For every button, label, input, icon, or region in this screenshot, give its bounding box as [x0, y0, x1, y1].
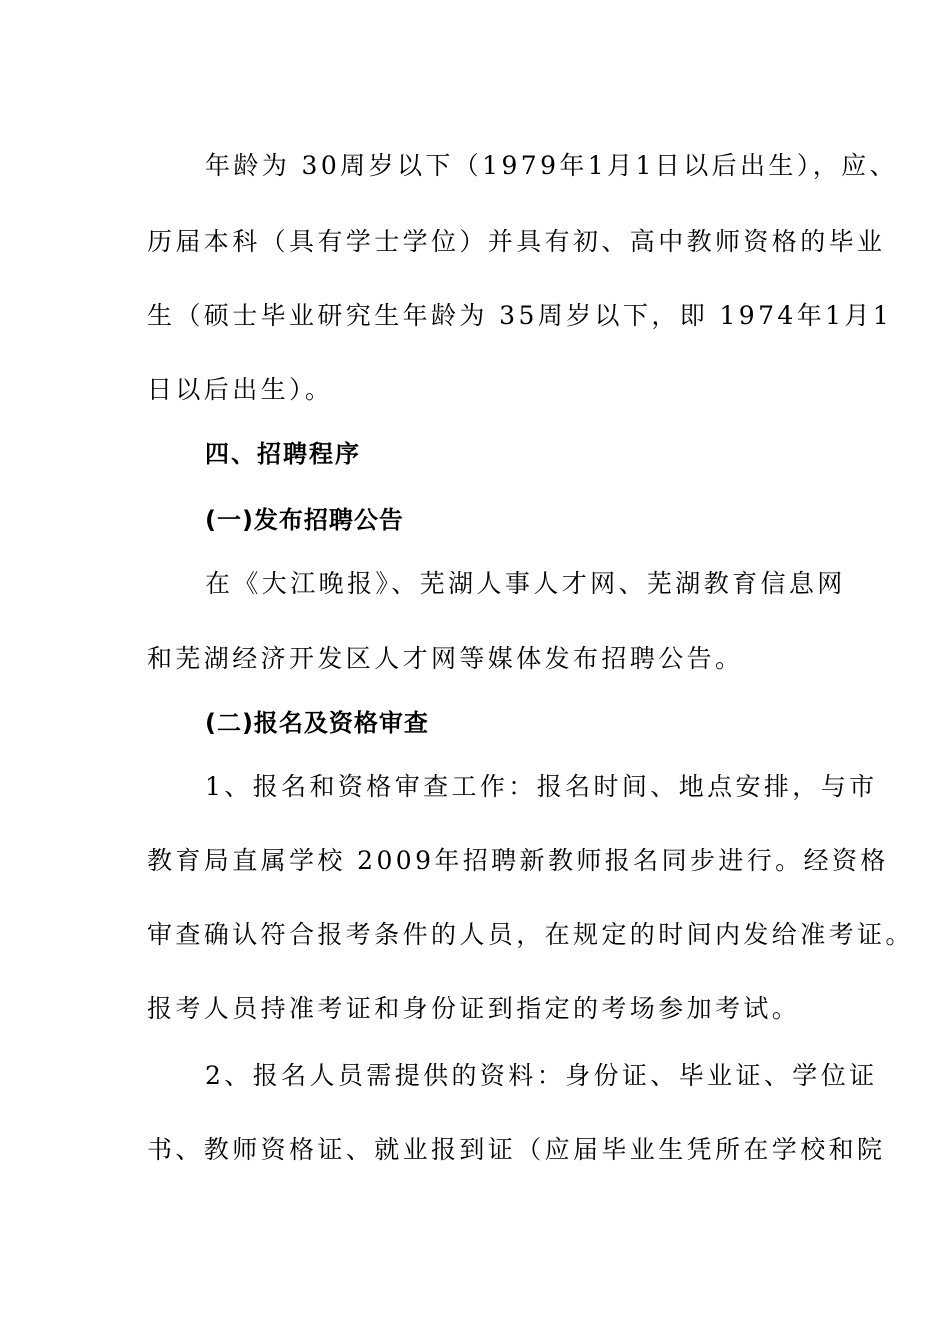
subsection-1-title: (一)发布招聘公告: [205, 506, 404, 534]
eligibility-line-3: 生（硕士毕业研究生年龄为 35周岁以下，即 1974年1月1: [147, 301, 893, 330]
eligibility-line-1: 年龄为 30周岁以下（1979年1月1日以后出生），应、: [205, 151, 898, 180]
item-1-line-2: 教育局直属学校 2009年招聘新教师报名同步进行。经资格: [147, 846, 889, 875]
item-2-line-2: 书、教师资格证、就业报到证（应届毕业生凭所在学校和院: [147, 1135, 886, 1164]
section-title: 四、招聘程序: [205, 440, 361, 468]
subsection-2-title: (二)报名及资格审查: [205, 709, 429, 737]
item-1-line-3: 审查确认符合报考条件的人员，在规定的时间内发给准考证。: [147, 920, 914, 949]
subsection-1-line-2: 和芜湖经济开发区人才网等媒体发布招聘公告。: [147, 644, 744, 673]
item-1-line-1: 1、报名和资格审查工作：报名时间、地点安排，与市: [205, 772, 878, 801]
item-1-line-4: 报考人员持准考证和身份证到指定的考场参加考试。: [147, 994, 801, 1023]
eligibility-line-2: 历届本科（具有学士学位）并具有初、高中教师资格的毕业: [147, 227, 886, 256]
item-2-line-1: 2、报名人员需提供的资料：身份证、毕业证、学位证: [205, 1061, 878, 1090]
eligibility-line-4: 日以后出生）。: [147, 375, 334, 404]
subsection-1-line-1: 在《大江晚报》、芜湖人事人才网、芜湖教育信息网: [205, 569, 846, 598]
